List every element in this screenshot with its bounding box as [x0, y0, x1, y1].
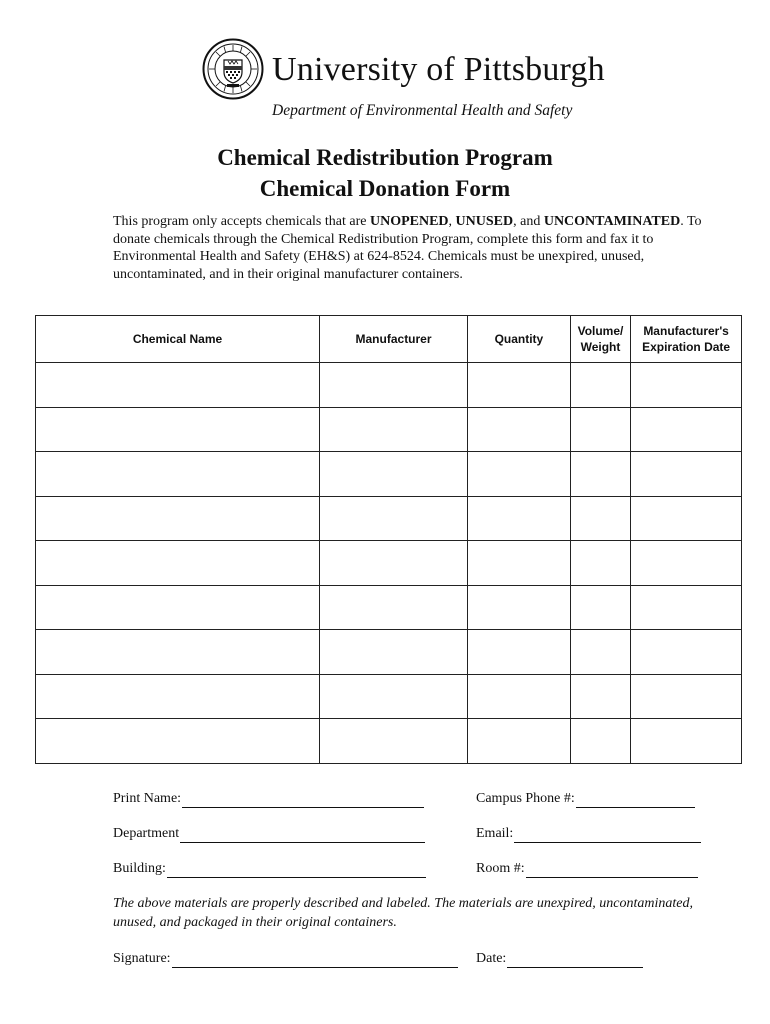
- cell-expiration-date[interactable]: [631, 363, 742, 408]
- department-label: Department: [113, 826, 180, 841]
- campus-phone-input[interactable]: [576, 792, 695, 808]
- room-label: Room #:: [476, 861, 525, 876]
- cell-manufacturer[interactable]: [320, 496, 468, 541]
- cell-chemical-name[interactable]: [36, 407, 320, 452]
- cell-manufacturer[interactable]: [320, 363, 468, 408]
- department-subtitle: Department of Environmental Health and Safety: [272, 102, 573, 119]
- chemical-table: [35, 315, 742, 764]
- cell-manufacturer[interactable]: [320, 452, 468, 497]
- header-expiration-date: [631, 316, 742, 363]
- cell-volume-weight[interactable]: [570, 452, 630, 497]
- cell-chemical-name[interactable]: [36, 674, 320, 719]
- campus-phone-field[interactable]: [476, 790, 695, 808]
- department-field[interactable]: [113, 825, 425, 843]
- cell-manufacturer[interactable]: [320, 719, 468, 764]
- cell-volume-weight[interactable]: [570, 585, 630, 630]
- email-field[interactable]: [476, 825, 701, 843]
- cell-expiration-date[interactable]: [631, 585, 742, 630]
- header-weight-label: Weight: [580, 340, 621, 354]
- cell-chemical-name[interactable]: [36, 363, 320, 408]
- cell-expiration-date[interactable]: [631, 452, 742, 497]
- intro-emphasis-uncontaminated: UNCONTAMINATED: [543, 214, 681, 229]
- table-row: [36, 674, 742, 719]
- intro-separator: ,: [448, 214, 456, 229]
- header-quantity: Quantity: [468, 316, 571, 363]
- room-field[interactable]: [476, 860, 698, 878]
- cell-chemical-name[interactable]: [36, 585, 320, 630]
- header-manufacturer: Manufacturer: [320, 316, 468, 363]
- university-seal-icon: [202, 38, 264, 100]
- cell-quantity[interactable]: [468, 585, 571, 630]
- header-chemical-name: Chemical Name: [36, 316, 320, 363]
- intro-paragraph: [113, 213, 703, 283]
- building-field[interactable]: [113, 860, 426, 878]
- cell-quantity[interactable]: [468, 719, 571, 764]
- intro-separator: , and: [513, 214, 544, 229]
- signature-field[interactable]: [113, 950, 458, 968]
- campus-phone-label: Campus Phone #:: [476, 791, 575, 806]
- signature-input[interactable]: [172, 952, 458, 968]
- header-volume-weight: [570, 316, 630, 363]
- print-name-label: Print Name:: [113, 791, 182, 806]
- department-input[interactable]: [180, 827, 425, 843]
- cell-expiration-date[interactable]: [631, 496, 742, 541]
- intro-emphasis-unopened: UNOPENED: [369, 214, 449, 229]
- cell-manufacturer[interactable]: [320, 407, 468, 452]
- intro-text: . To donate chemicals through the Chemical Redistribution Program, complete this form and fax it to Environmental Health and Safety (EH&S) at 624-8524. Chemicals must be unexpired, unused, uncontaminated, and in their original manufacturer containers.: [113, 214, 702, 282]
- cell-volume-weight[interactable]: [570, 407, 630, 452]
- cell-expiration-date[interactable]: [631, 719, 742, 764]
- email-input[interactable]: [514, 827, 701, 843]
- cell-volume-weight[interactable]: [570, 496, 630, 541]
- cell-quantity[interactable]: [468, 496, 571, 541]
- cell-manufacturer[interactable]: [320, 585, 468, 630]
- cell-quantity[interactable]: [468, 363, 571, 408]
- print-name-input[interactable]: [182, 792, 424, 808]
- header-expiration-label-2: Expiration Date: [642, 340, 731, 354]
- cell-chemical-name[interactable]: [36, 541, 320, 586]
- table-row: [36, 496, 742, 541]
- cell-quantity[interactable]: [468, 674, 571, 719]
- cell-chemical-name[interactable]: [36, 496, 320, 541]
- certification-statement: The above materials are properly described and labeled. The materials are unexpired, uncontaminated, unused, and packaged in their original containers.: [113, 896, 693, 930]
- table-row: [36, 585, 742, 630]
- cell-chemical-name[interactable]: [36, 719, 320, 764]
- cell-expiration-date[interactable]: [631, 674, 742, 719]
- cell-manufacturer[interactable]: [320, 630, 468, 675]
- cell-expiration-date[interactable]: [631, 541, 742, 586]
- building-label: Building:: [113, 861, 166, 876]
- cell-manufacturer[interactable]: [320, 674, 468, 719]
- email-label: Email:: [476, 826, 514, 841]
- cell-quantity[interactable]: [468, 407, 571, 452]
- cell-expiration-date[interactable]: [631, 630, 742, 675]
- date-label: Date:: [476, 951, 507, 966]
- cell-volume-weight[interactable]: [570, 719, 630, 764]
- header-expiration-label-1: Manufacturer's: [643, 324, 729, 338]
- intro-text: This program only accepts chemicals that are: [113, 214, 370, 229]
- room-input[interactable]: [526, 862, 698, 878]
- cell-expiration-date[interactable]: [631, 407, 742, 452]
- table-row: [36, 719, 742, 764]
- cell-volume-weight[interactable]: [570, 630, 630, 675]
- cell-volume-weight[interactable]: [570, 541, 630, 586]
- cell-chemical-name[interactable]: [36, 452, 320, 497]
- cell-volume-weight[interactable]: [570, 674, 630, 719]
- table-row: [36, 452, 742, 497]
- table-row: [36, 630, 742, 675]
- intro-emphasis-unused: UNUSED: [455, 214, 514, 229]
- building-input[interactable]: [167, 862, 426, 878]
- date-input[interactable]: [507, 952, 643, 968]
- table-row: [36, 407, 742, 452]
- cell-quantity[interactable]: [468, 630, 571, 675]
- header-volume-label: Volume/: [577, 324, 624, 338]
- table-row: [36, 363, 742, 408]
- cell-quantity[interactable]: [468, 541, 571, 586]
- cell-manufacturer[interactable]: [320, 541, 468, 586]
- form-title: Chemical Donation Form: [259, 176, 511, 201]
- table-row: [36, 541, 742, 586]
- program-title: Chemical Redistribution Program: [217, 145, 553, 170]
- cell-volume-weight[interactable]: [570, 363, 630, 408]
- university-name: University of Pittsburgh: [272, 51, 605, 88]
- date-field[interactable]: [476, 950, 643, 968]
- signature-label: Signature:: [113, 951, 171, 966]
- cell-quantity[interactable]: [468, 452, 571, 497]
- cell-chemical-name[interactable]: [36, 630, 320, 675]
- print-name-field[interactable]: [113, 790, 424, 808]
- table-header-row: [36, 316, 742, 363]
